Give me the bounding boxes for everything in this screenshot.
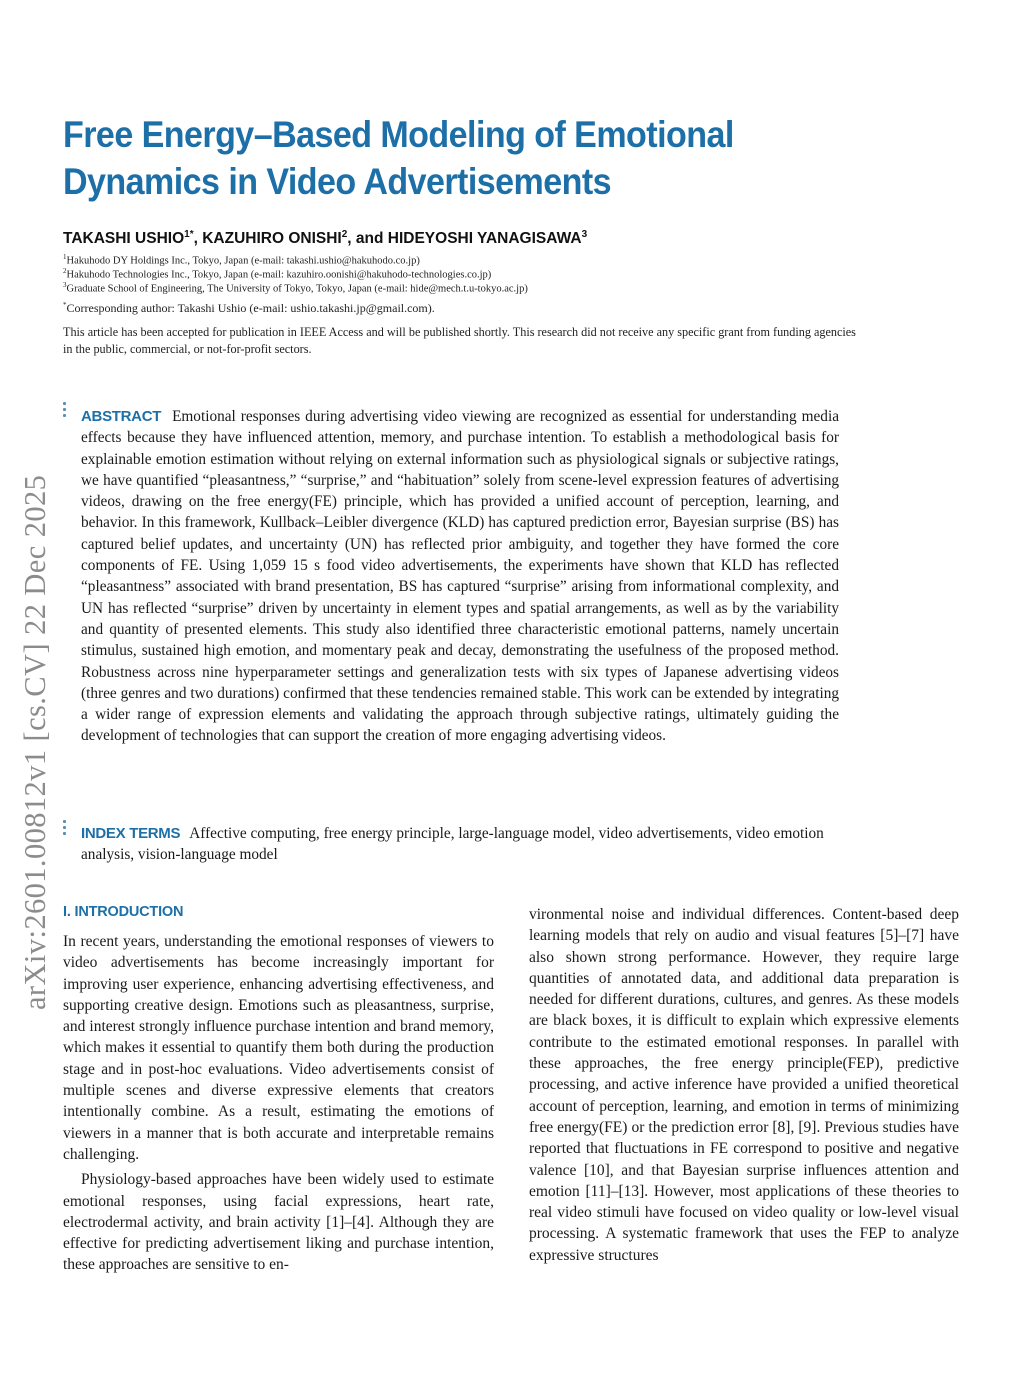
arxiv-stamp: arXiv:2601.00812v1 [cs.CV] 22 Dec 2025 — [18, 474, 52, 1010]
affiliation-text: Hakuhodo DY Holdings Inc., Tokyo, Japan (e-mail: takashi.ushio@hakuhodo.co.jp) — [66, 255, 420, 267]
affiliation-sup: 2 — [63, 267, 67, 275]
abstract-label: ABSTRACT — [81, 408, 162, 425]
abstract — [81, 406, 839, 747]
affiliation-sup: 1 — [63, 253, 67, 261]
index-terms — [81, 823, 851, 866]
affiliation — [63, 278, 528, 297]
author-name: HIDEYOSHI YANAGISAWA — [387, 230, 582, 248]
author-name: KAZUHIRO ONISHI — [202, 230, 342, 248]
index-terms-text: Affective computing, free energy principle, large-language model, video advertisements, video emotion analysis, vision-language model — [81, 825, 824, 864]
affiliation-sup: 3 — [63, 281, 67, 289]
author-sup: 1* — [184, 229, 194, 240]
paragraph: vironmental noise and individual differences. Content-based deep learning models that rely on audio and visual features [5]–[7] have also shown strong performance. However, they require large quantities of annotated data, and additional data preparation is needed for different durations, cultures, and genres. As these models are black boxes, it is difficult to explain which expressive elements contribute to the estimated emotional responses. In parallel with these approaches, the free energy principle(FEP), predictive processing, and active inference have provided a unified theoretical account of perception, learning, and emotion in terms of minimizing free energy(FE) or the prediction error [8], [9]. Previous studies have reported that fluctuations in FE correspond to positive and negative valence [10], and that Bayesian surprise influences attention and emotion [11]–[13]. However, most applications of these theories to real video stimuli have focused on video quality or low-level visual processing. A systematic framework that uses the FEP to analyze expressive structures — [529, 906, 959, 1264]
body-column-left — [63, 931, 494, 1276]
author-list — [63, 229, 587, 248]
paragraph: In recent years, understanding the emotional responses of viewers to video advertisements has become increasingly important for improving user experience, enhancing advertising effectiveness, and supporting creative design. Emotions such as pleasantness, surprise, and interest strongly influence purchase intention and brand memory, which makes it essential to quantify them both during the production stage and in post-hoc evaluations. Video advertisements consist of multiple scenes and diverse expressive elements that creators intentionally combine. As a result, estimating the emotions of viewers in a manner that is both accurate and interpretable remains challenging. — [63, 933, 494, 1163]
corresponding-text: Corresponding author: Takashi Ushio (e-mail: ushio.takashi.jp@gmail.com). — [66, 301, 435, 315]
author-name: TAKASHI USHIO — [63, 230, 185, 248]
affiliation-text: Graduate School of Engineering, The University of Tokyo, Tokyo, Japan (e-mail: hide@mech.t.u-tokyo.ac.jp) — [66, 283, 528, 295]
affiliation-text: Hakuhodo Technologies Inc., Tokyo, Japan (e-mail: kazuhiro.oonishi@hakuhodo-technologies.co.jp) — [66, 269, 492, 281]
author-sep: , and — [347, 230, 388, 248]
paragraph: Physiology-based approaches have been widely used to estimate emotional responses, using facial expressions, heart rate, electrodermal activity, and brain activity [1]–[4]. Although they are effective for predicting advertisement liking and purchase intention, these approaches are sensitive to en- — [63, 1171, 494, 1274]
corresponding-author — [63, 298, 435, 315]
corresponding-sup: * — [63, 301, 67, 309]
abstract-text: Emotional responses during advertising video viewing are recognized as essential for understanding media effects because they have influenced attention, memory, and purchase intention. To establish a methodological basis for explainable emotion estimation without relying on external information such as physiological signals or subjective ratings, we have quantified “pleasantness,” “surprise,” and “habituation” solely from scene-level expression features of advertising videos, drawing on the free energy(FE) principle, which has provided a unified account of perception, learning, and behavior. In this framework, Kullback–Leibler divergence (KLD) has captured prediction error, Bayesian surprise (BS) has captured belief updates, and uncertainty (UN) has reflected prior ambiguity, and together they have formed the core components of FE. Using 1,059 15 s food video advertisements, the experiments have shown that KLD has reflected “pleasantness” associated with brand presentation, BS has captured “surprise” arising from informational complexity, and UN has reflected “surprise” driven by uncertainty in element types and spatial arrangements, as well as by the variability and quantity of presented elements. This study also identified three characteristic emotional patterns, namely uncertain stimulus, sustained high emotion, and momentary peak and decay, demonstrating the usefulness of the proposed method. Robustness across nine hyperparameter settings and generalization tests with six types of Japanese advertising videos (three genres and two durations) confirmed that these tendencies remained stable. This work can be extended by integrating a wider range of expression elements and validating the approach through subjective ratings, ultimately guiding the development of technologies that can support the creation of more engaging advertising videos. — [81, 408, 839, 745]
publication-notice: This article has been accepted for publication in IEEE Access and will be published shortly. This research did not receive any specific grant from funding agencies in the public, commercial, or not-for-profit sectors. — [63, 325, 856, 356]
section-heading: I. INTRODUCTION — [63, 904, 184, 920]
paper-title: Free Energy–Based Modeling of Emotional Dynamics in Video Advertisements — [63, 114, 734, 202]
author-sup: 2 — [341, 229, 348, 240]
index-terms-marker — [63, 820, 69, 838]
author-sep: , — [193, 230, 203, 248]
index-terms-label: INDEX TERMS — [81, 825, 181, 842]
abstract-marker — [63, 402, 69, 420]
body-column-right — [529, 904, 959, 1266]
author-sup: 3 — [581, 229, 588, 240]
